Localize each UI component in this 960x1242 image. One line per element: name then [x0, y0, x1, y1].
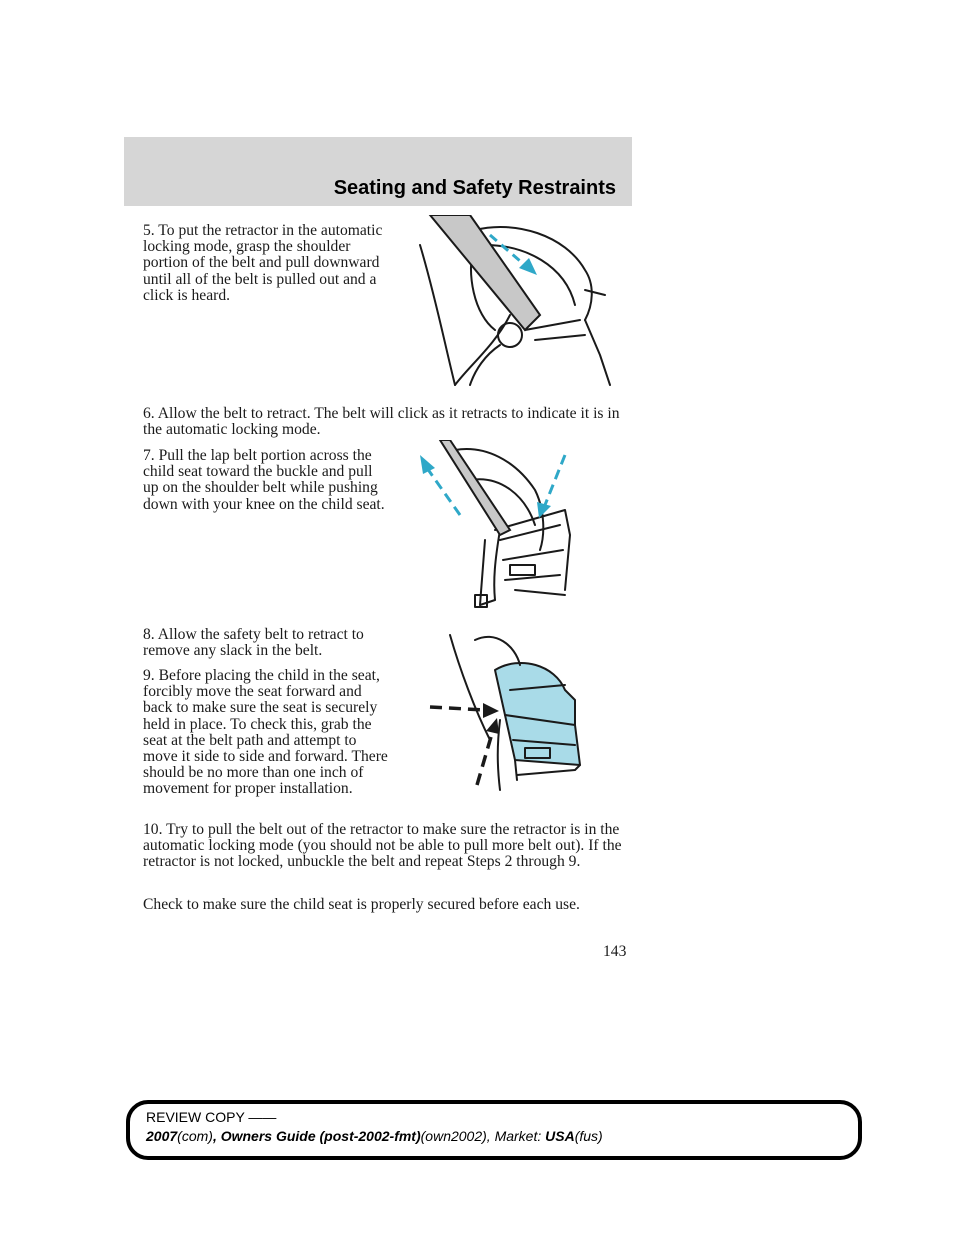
review-year: 2007: [146, 1128, 178, 1144]
review-market-label: , Market:: [486, 1128, 546, 1144]
section-title: Seating and Safety Restraints: [333, 177, 616, 199]
step-7-text: 7. Pull the lap belt portion across the child seat toward the buckle and pull up on the shoulder belt while pushing down with your knee on the child seat.: [143, 447, 385, 513]
review-com: (com): [177, 1128, 213, 1144]
review-own: (own2002): [420, 1128, 487, 1144]
figure-pull-lap-belt: [415, 440, 575, 610]
step-5-text: 5. To put the retractor in the automatic locking mode, grasp the shoulder portion of the belt and pull downward until all of the belt is pulled out and a click is heard.: [143, 222, 383, 304]
header-band: [124, 137, 632, 206]
step-6-text: 6. Allow the belt to retract. The belt will click as it retracts to indicate it is in the automatic locking mode.: [143, 405, 620, 439]
review-market: USA: [545, 1128, 575, 1144]
step-9-text: 9. Before placing the child in the seat, forcibly move the seat forward and back to make sure the seat is securely held in place. To check this, grab the seat at the belt path and attempt to move it side to side and forward. There should be no more than one inch of movement for proper installation.: [143, 667, 388, 798]
check-text: Check to make sure the child seat is properly secured before each use.: [143, 896, 580, 913]
page-number: 143: [603, 943, 627, 960]
review-copy-label: REVIEW COPY ——: [146, 1109, 277, 1125]
step-10-text: 10. Try to pull the belt out of the retractor to make sure the retractor is in the automatic locking mode (you should not be able to pull more belt out). If the retractor is not locked, unbuckle the belt and repeat Steps 2 through 9.: [143, 821, 622, 871]
step-8-text: 8. Allow the safety belt to retract to remove any slack in the belt.: [143, 626, 364, 660]
review-copy-details: [146, 1128, 603, 1144]
figure-retractor-pull: [415, 215, 615, 390]
figure-check-seat-movement: [425, 630, 595, 795]
review-guide: , Owners Guide (post-2002-fmt): [212, 1128, 421, 1144]
review-fus: (fus): [574, 1128, 603, 1144]
review-copy-box: [126, 1100, 862, 1160]
